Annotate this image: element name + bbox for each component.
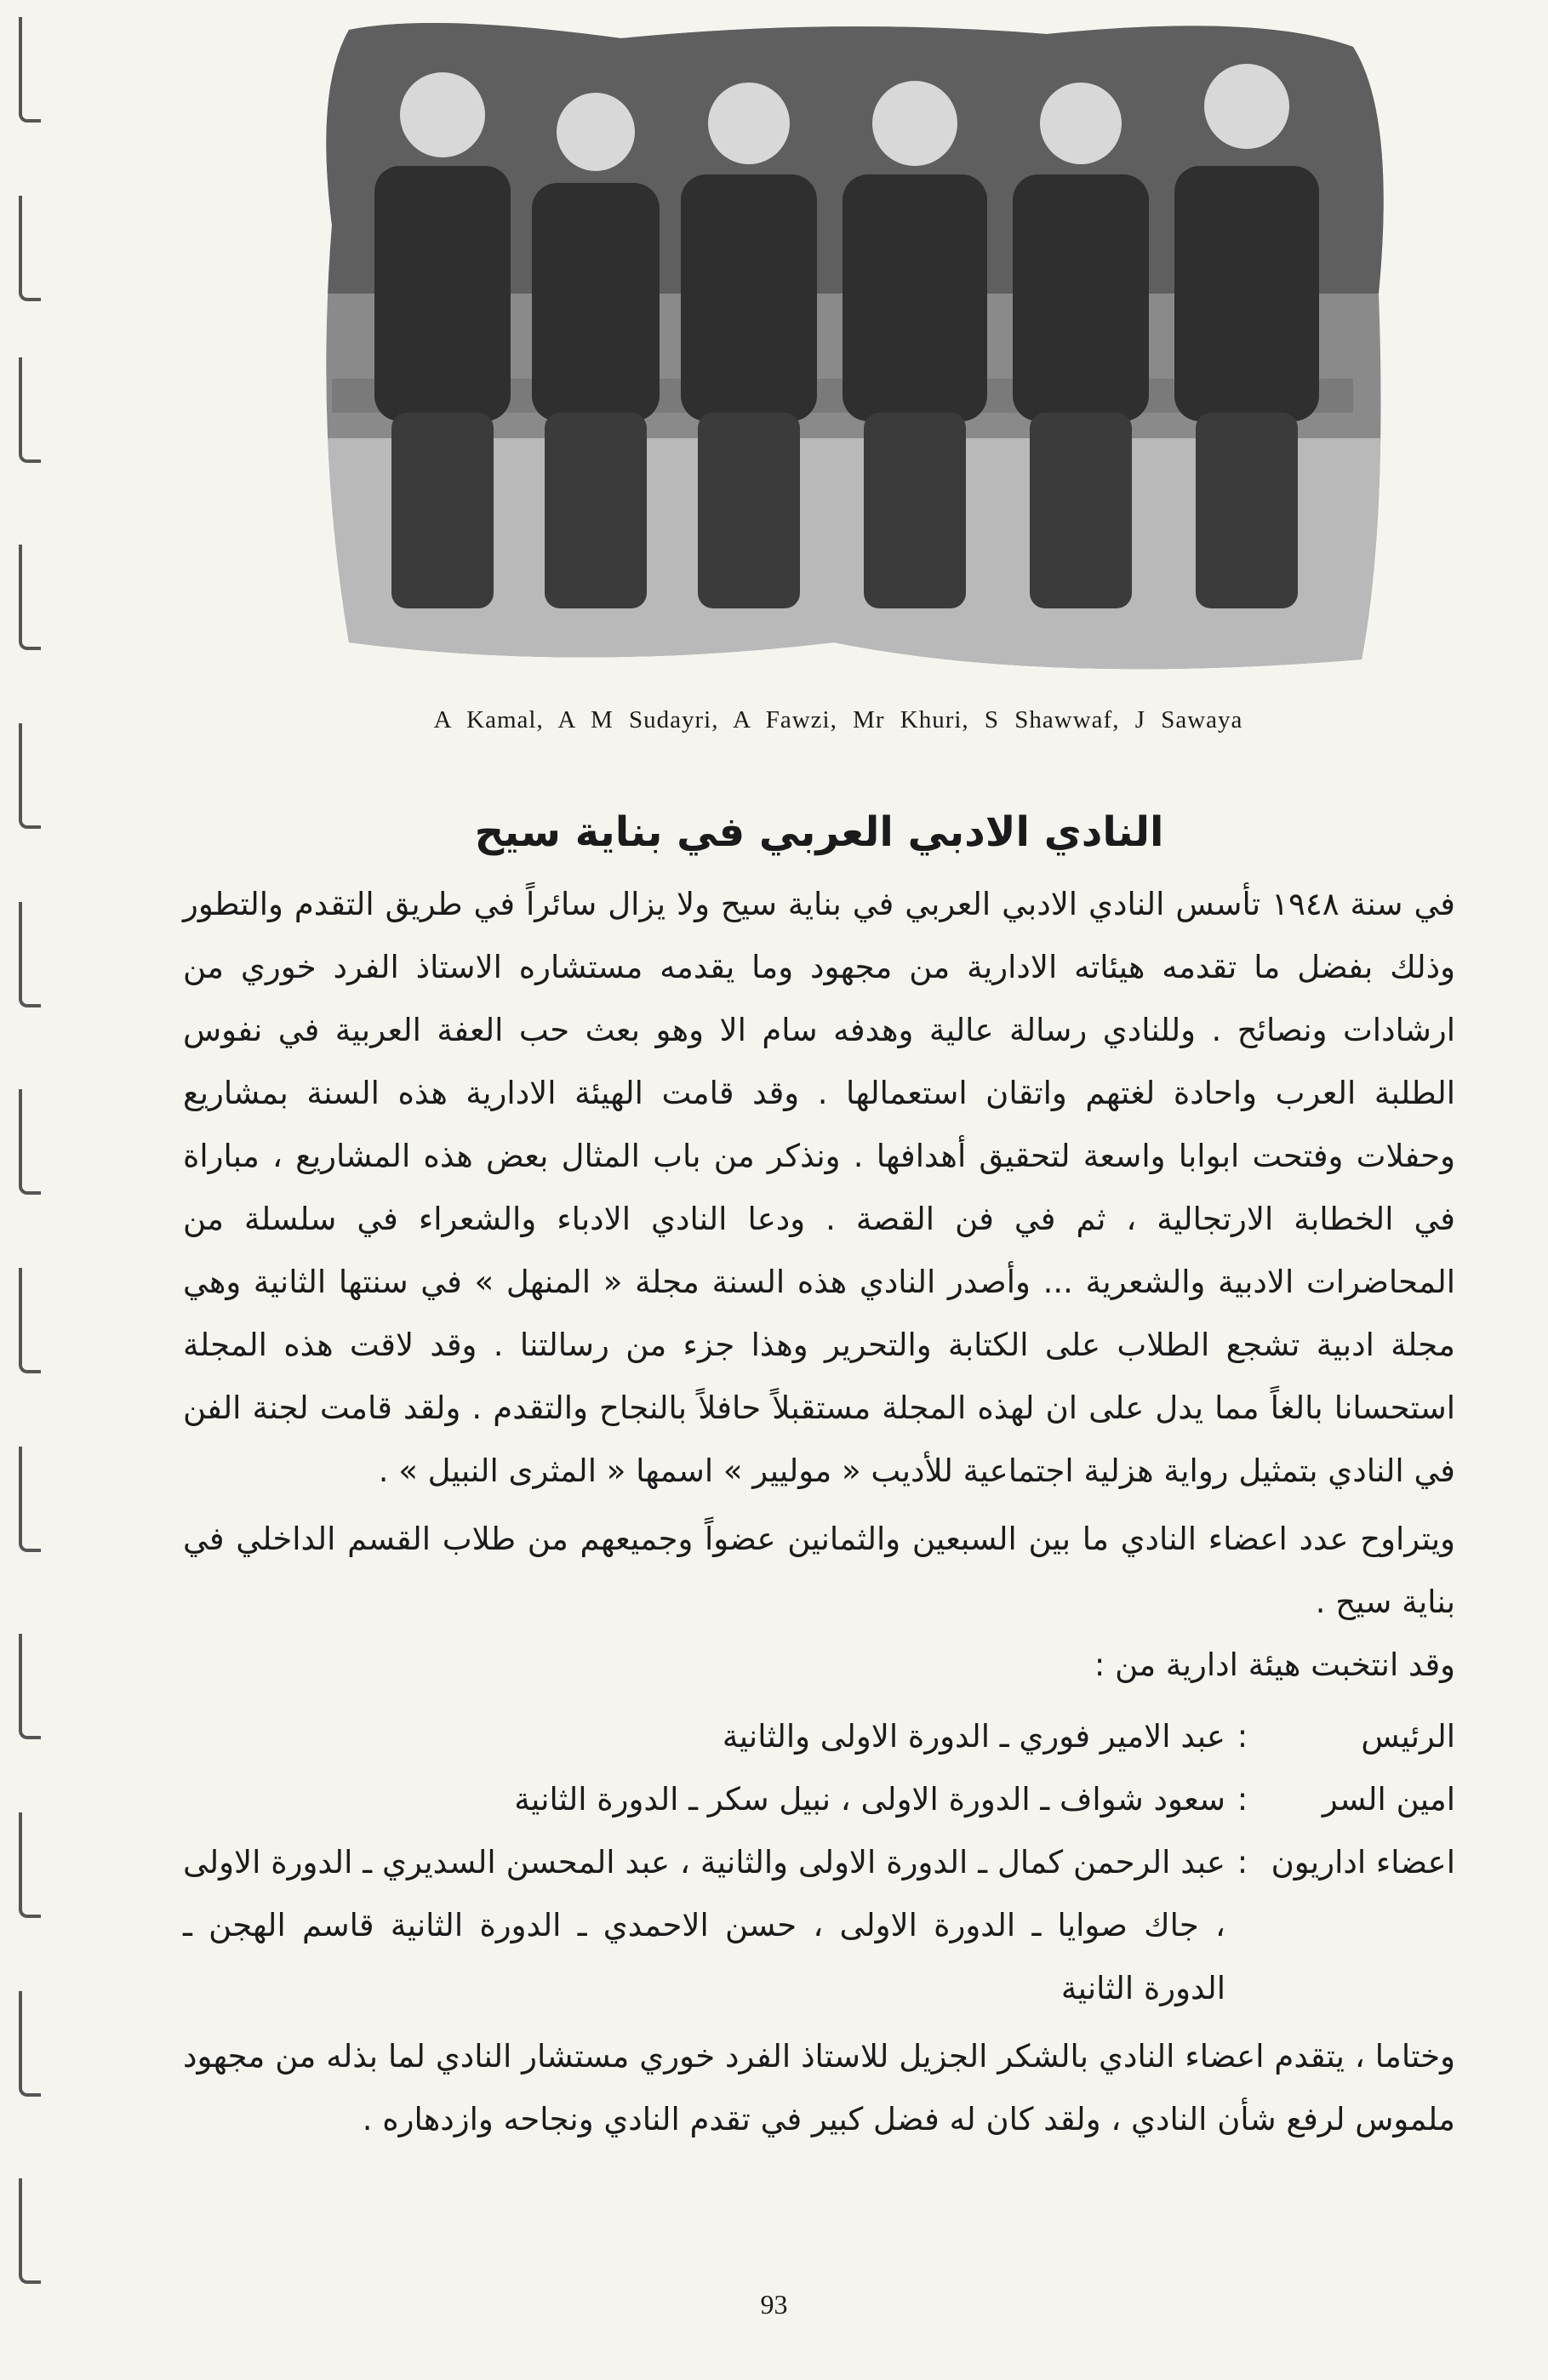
article-title: النادي الادبي العربي في بناية سيح xyxy=(474,808,1164,856)
officer-row xyxy=(183,1705,1455,1768)
officer-separator: : xyxy=(1237,1718,1248,1755)
group-photo xyxy=(281,13,1396,672)
article-closing: وختاما ، يتقدم اعضاء النادي بالشكر الجزيل للاستاذ الفرد خوري مستشار النادي لما بذله من مجهود ملموس لرفع شأن النادي ، ولقد كان له فضل كبير في تقدم النادي ونجاحه وازدهاره . xyxy=(183,2038,1455,2137)
group-photo-image xyxy=(281,13,1396,672)
officer-row xyxy=(183,1831,1455,2020)
article xyxy=(183,808,1455,2151)
officers-list xyxy=(183,1705,1455,2020)
photo-caption: A Kamal, A M Sudayri, A Fawzi, Mr Khuri, S Shawwaf, J Sawaya xyxy=(433,706,1243,733)
officer-role: الرئيس xyxy=(1361,1718,1455,1755)
officer-role: امين السر xyxy=(1322,1781,1455,1818)
officer-role: اعضاء اداريون xyxy=(1271,1844,1455,1881)
page-number: 93 xyxy=(760,2289,788,2320)
officer-separator: : xyxy=(1237,1844,1248,1881)
officer-names: عبد الامير فوري ـ الدورة الاولى والثانية xyxy=(722,1718,1225,1755)
officer-names: سعود شواف ـ الدورة الاولى ، نبيل سكر ـ الدورة الثانية xyxy=(514,1781,1225,1818)
officer-row xyxy=(183,1768,1455,1831)
article-paragraph-3: وقد انتخبت هيئة ادارية من : xyxy=(1094,1647,1455,1683)
article-paragraph-1: في سنة ١٩٤٨ تأسس النادي الادبي العربي في بناية سيح ولا يزال سائراً في طريق التقدم والتطور وذلك بفضل ما تقدمه هيئاته الادارية من مجهود وما يقدمه مستشاره الاستاذ الفرد خوري من ارشادات ونصائح . وللنادي رسالة عالية وهدفه سام الا وهو بعث حب العفة العربية في نفوس الطلبة العرب واحادة لغتهم واتقان استعمالها . وقد قامت الهيئة الادارية هذه السنة بمشاريع وحفلات وفتحت ابوابا واسعة لتحقيق أهدافها . ونذكر من باب المثال بعض هذه المشاريع ، مباراة في الخطابة الارتجالية ، ثم في فن القصة . ودعا النادي الادباء والشعراء في سلسلة من المحاضرات الادبية والشعرية ... وأصدر النادي هذه السنة مجلة « المنهل » في سنتها الثانية وهي مجلة ادبية تشجع الطلاب على الكتابة والتحرير وهذا جزء من رسالتنا . وقد لاقت هذه المجلة استحسانا بالغاً مما يدل على ان لهذه المجلة مستقبلاً حافلاً بالنجاح والتقدم . ولقد قامت لجنة الفن في النادي بتمثيل رواية هزلية اجتماعية للأديب « موليير » اسمها « المثرى النبيل » . xyxy=(183,886,1455,1489)
article-paragraph-2: ويتراوح عدد اعضاء النادي ما بين السبعين والثمانين عضواً وجميعهم من طلاب القسم الداخلي في بناية سيح . xyxy=(183,1521,1455,1620)
spiral-binding xyxy=(0,0,68,2380)
officer-names: عبد الرحمن كمال ـ الدورة الاولى والثانية ، عبد المحسن السديري ـ الدورة الاولى ، جاك صوايا ـ الدورة الاولى ، حسن الاحمدي ـ الدورة الثانية قاسم الهجن ـ الدورة الثانية xyxy=(183,1844,1225,2006)
officer-separator: : xyxy=(1237,1781,1248,1818)
